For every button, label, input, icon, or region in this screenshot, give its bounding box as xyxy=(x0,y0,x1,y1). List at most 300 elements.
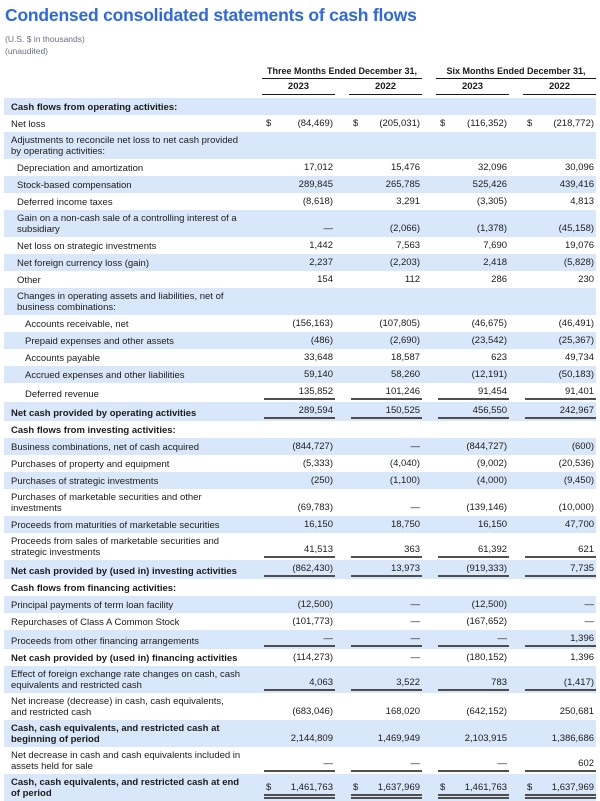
value-cell-three-months-2023 xyxy=(248,237,335,254)
value-cell-three-months-2023 xyxy=(248,560,335,579)
value-cell-six-months-2023 xyxy=(422,666,509,693)
cell-value: — xyxy=(410,501,421,513)
cell-value: (25,367) xyxy=(558,334,595,346)
cell-value: (23,542) xyxy=(471,334,508,346)
table-row xyxy=(4,649,596,666)
value-cell-three-months-2022 xyxy=(335,579,422,596)
cell-value: (12,500) xyxy=(297,598,333,610)
value-cell-six-months-2022 xyxy=(509,774,596,801)
value-cell-six-months-2022 xyxy=(509,533,596,560)
table-row xyxy=(4,421,596,438)
value-cell-three-months-2022 xyxy=(335,747,422,774)
cell-value: (116,352) xyxy=(467,117,508,129)
value-cell-three-months-2023 xyxy=(248,649,335,666)
value-cell-six-months-2023 xyxy=(422,315,509,332)
row-label: Gain on a non-cash sale of a controlling interest of a subsidiary xyxy=(4,210,248,237)
cell-value: (5,828) xyxy=(563,256,595,268)
value-cell-three-months-2022 xyxy=(335,472,422,489)
table-row xyxy=(4,489,596,516)
value-cell-six-months-2023 xyxy=(422,489,509,516)
value-cell-three-months-2022 xyxy=(335,115,422,132)
value-cell-six-months-2022 xyxy=(509,383,596,402)
cell-value: 91,454 xyxy=(477,385,508,397)
value-cell-six-months-2022 xyxy=(509,613,596,630)
row-label: Accounts receivable, net xyxy=(25,318,129,330)
cell-value: 168,020 xyxy=(385,705,421,717)
cell-value: 525,426 xyxy=(472,178,508,190)
value-cell-three-months-2023 xyxy=(248,115,335,132)
cell-value: (180,152) xyxy=(466,651,508,663)
value-cell-three-months-2022 xyxy=(335,649,422,666)
page-title: Condensed consolidated statements of cash flows xyxy=(5,5,417,25)
cell-value: (46,675) xyxy=(471,317,508,329)
cell-value: (167,652) xyxy=(466,615,508,627)
value-cell-six-months-2022 xyxy=(509,193,596,210)
value-cell-three-months-2022 xyxy=(335,533,422,560)
cell-value: (5,333) xyxy=(302,457,333,469)
cell-value: (250) xyxy=(310,474,333,486)
value-cell-six-months-2022 xyxy=(509,176,596,193)
value-cell-three-months-2022 xyxy=(335,271,422,288)
value-cell-three-months-2023 xyxy=(248,402,335,421)
value-cell-three-months-2023 xyxy=(248,332,335,349)
value-cell-three-months-2023 xyxy=(248,596,335,613)
row-label: Prepaid expenses and other assets xyxy=(4,332,248,349)
row-label: Net loss xyxy=(11,118,46,130)
row-label: Repurchases of Class A Common Stock xyxy=(11,616,180,628)
cell-value: (50,183) xyxy=(558,368,595,380)
cell-value: 1,461,763 xyxy=(290,781,333,793)
row-label: Proceeds from sales of marketable securities and strategic investments xyxy=(11,535,220,558)
cell-value: — xyxy=(410,440,421,452)
cell-value: (844,727) xyxy=(466,440,508,452)
cell-value: 19,076 xyxy=(564,239,595,251)
value-cell-six-months-2023 xyxy=(422,193,509,210)
value-cell-three-months-2022 xyxy=(335,774,422,801)
value-cell-three-months-2023 xyxy=(248,271,335,288)
row-label: Net foreign currency loss (gain) xyxy=(4,254,248,271)
cell-value: (10,000) xyxy=(558,501,595,513)
table-row xyxy=(4,747,596,774)
row-label: Net cash provided by operating activities xyxy=(4,402,248,421)
value-cell-six-months-2023 xyxy=(422,630,509,649)
cell-value: 230 xyxy=(578,273,595,285)
currency-symbol: $ xyxy=(440,117,446,129)
cell-value: 4,813 xyxy=(570,195,595,207)
table-row xyxy=(4,402,596,421)
value-cell-three-months-2022 xyxy=(335,315,422,332)
value-cell-six-months-2023 xyxy=(422,516,509,533)
value-cell-six-months-2023 xyxy=(422,210,509,237)
cell-value: — xyxy=(410,615,421,627)
table-row xyxy=(4,774,596,801)
cell-value: (486) xyxy=(310,334,333,346)
row-label: Purchases of property and equipment xyxy=(11,458,170,470)
six-months-label: Six Months Ended December 31, xyxy=(436,66,596,79)
value-cell-six-months-2023 xyxy=(422,720,509,747)
value-cell-three-months-2023 xyxy=(248,210,335,237)
year-header: 2022 xyxy=(509,79,596,98)
table-row xyxy=(4,132,596,159)
value-cell-six-months-2022 xyxy=(509,630,596,649)
cell-value: 13,973 xyxy=(390,562,421,574)
row-label: Cash flows from operating activities: xyxy=(4,98,248,115)
value-cell-three-months-2023 xyxy=(248,693,335,720)
value-cell-three-months-2023 xyxy=(248,315,335,332)
table-row xyxy=(4,596,596,613)
row-label: Net cash provided by (used in) investing activities xyxy=(4,560,248,579)
row-label: Deferred revenue xyxy=(25,388,99,400)
row-label: Accrued expenses and other liabilities xyxy=(4,366,248,383)
cell-value: 7,690 xyxy=(483,239,508,251)
row-label: Stock-based compensation xyxy=(4,176,248,193)
value-cell-six-months-2023 xyxy=(422,383,509,402)
cell-value: (114,273) xyxy=(293,651,333,663)
value-cell-six-months-2022 xyxy=(509,596,596,613)
cell-value: (4,000) xyxy=(476,474,508,486)
six-months-header xyxy=(422,66,596,79)
cell-value: 2,103,915 xyxy=(464,732,508,744)
value-cell-six-months-2022 xyxy=(509,159,596,176)
cell-value: (12,191) xyxy=(471,368,508,380)
table-row xyxy=(4,176,596,193)
value-cell-three-months-2023 xyxy=(248,254,335,271)
row-label: Net cash provided by (used in) financing activities xyxy=(11,652,238,664)
value-cell-six-months-2022 xyxy=(509,366,596,383)
cell-value: (1,100) xyxy=(389,474,421,486)
value-cell-three-months-2022 xyxy=(335,176,422,193)
subtitle-unaudited: (unaudited) xyxy=(5,46,49,56)
cell-value: — xyxy=(410,632,421,644)
cell-value: 1,461,763 xyxy=(464,781,508,793)
cell-value: 456,550 xyxy=(472,404,508,416)
value-cell-six-months-2022 xyxy=(509,579,596,596)
row-label: Other xyxy=(17,274,41,286)
value-cell-six-months-2023 xyxy=(422,560,509,579)
table-row xyxy=(4,666,596,693)
value-cell-six-months-2022 xyxy=(509,455,596,472)
table-row xyxy=(4,438,596,455)
value-cell-three-months-2022 xyxy=(335,193,422,210)
value-cell-six-months-2023 xyxy=(422,596,509,613)
cell-value: 1,396 xyxy=(570,632,595,644)
row-label: Principal payments of term loan facility xyxy=(4,596,248,613)
value-cell-six-months-2023 xyxy=(422,271,509,288)
cell-value: 265,785 xyxy=(385,178,421,190)
table-row xyxy=(4,210,596,237)
cell-value: (3,305) xyxy=(476,195,508,207)
cell-value: (600) xyxy=(571,440,595,452)
value-cell-six-months-2023 xyxy=(422,176,509,193)
row-label: Business combinations, net of cash acquired xyxy=(4,438,248,455)
value-cell-three-months-2022 xyxy=(335,693,422,720)
value-cell-three-months-2022 xyxy=(335,666,422,693)
cell-value: (2,066) xyxy=(389,222,421,234)
row-label: Net loss on strategic investments xyxy=(17,240,157,252)
cell-value: 58,260 xyxy=(390,368,421,380)
value-cell-three-months-2022 xyxy=(335,489,422,516)
value-cell-six-months-2022 xyxy=(509,349,596,366)
value-cell-six-months-2022 xyxy=(509,288,596,315)
table-row xyxy=(4,533,596,560)
statement-body xyxy=(4,98,596,801)
table-row xyxy=(4,613,596,630)
row-label: Effect of foreign exchange rate changes on cash, cash equivalents and restricted cash xyxy=(4,666,248,693)
value-cell-three-months-2023 xyxy=(248,579,335,596)
value-cell-six-months-2023 xyxy=(422,579,509,596)
value-cell-six-months-2022 xyxy=(509,560,596,579)
cell-value: — xyxy=(584,615,595,627)
table-row xyxy=(4,315,596,332)
row-label: Proceeds from other financing arrangements xyxy=(4,630,248,649)
currency-symbol: $ xyxy=(527,781,533,793)
table-row xyxy=(4,630,596,649)
value-cell-six-months-2022 xyxy=(509,315,596,332)
label-column-header xyxy=(4,66,248,98)
value-cell-six-months-2023 xyxy=(422,366,509,383)
table-row xyxy=(4,693,596,720)
value-cell-six-months-2022 xyxy=(509,720,596,747)
cell-value: (683,046) xyxy=(292,705,333,717)
table-row xyxy=(4,349,596,366)
value-cell-three-months-2023 xyxy=(248,489,335,516)
value-cell-six-months-2022 xyxy=(509,402,596,421)
value-cell-six-months-2022 xyxy=(509,115,596,132)
currency-symbol: $ xyxy=(440,781,446,793)
table-row xyxy=(4,115,596,132)
value-cell-three-months-2023 xyxy=(248,774,335,801)
value-cell-six-months-2022 xyxy=(509,438,596,455)
row-label: Accounts payable xyxy=(25,352,100,364)
period-group-row xyxy=(4,66,596,79)
table-row xyxy=(4,472,596,489)
value-cell-six-months-2023 xyxy=(422,254,509,271)
cell-value: — xyxy=(410,598,421,610)
cell-value: 3,291 xyxy=(396,195,421,207)
cell-value: (4,040) xyxy=(389,457,421,469)
value-cell-three-months-2022 xyxy=(335,237,422,254)
cell-value: (862,430) xyxy=(292,562,333,574)
cell-value: 135,852 xyxy=(298,385,333,397)
value-cell-three-months-2023 xyxy=(248,516,335,533)
cell-value: — xyxy=(410,651,421,663)
table-row xyxy=(4,237,596,254)
currency-symbol: $ xyxy=(266,117,272,129)
table-row xyxy=(4,720,596,747)
cell-value: 61,392 xyxy=(477,543,508,555)
cell-value: — xyxy=(497,757,508,769)
cell-value: 2,144,809 xyxy=(290,732,333,744)
value-cell-three-months-2022 xyxy=(335,438,422,455)
value-cell-three-months-2023 xyxy=(248,421,335,438)
value-cell-three-months-2023 xyxy=(248,613,335,630)
cell-value: (2,690) xyxy=(389,334,421,346)
value-cell-six-months-2022 xyxy=(509,421,596,438)
cell-value: 59,140 xyxy=(303,368,333,380)
value-cell-three-months-2023 xyxy=(248,472,335,489)
cell-value: 30,096 xyxy=(564,161,595,173)
value-cell-six-months-2022 xyxy=(509,693,596,720)
value-cell-six-months-2023 xyxy=(422,747,509,774)
value-cell-three-months-2022 xyxy=(335,516,422,533)
row-label: Cash flows from financing activities: xyxy=(11,582,177,594)
value-cell-three-months-2022 xyxy=(335,596,422,613)
table-row xyxy=(4,98,596,115)
cell-value: 41,513 xyxy=(303,543,333,555)
cell-value: 250,681 xyxy=(559,705,595,717)
table-row xyxy=(4,254,596,271)
cell-value: 49,734 xyxy=(564,351,595,363)
row-label: Adjustments to reconcile net loss to net cash provided by operating activities: xyxy=(4,132,248,159)
cell-value: 7,735 xyxy=(570,562,595,574)
value-cell-six-months-2023 xyxy=(422,693,509,720)
cell-value: 242,967 xyxy=(559,404,595,416)
cell-value: 1,469,949 xyxy=(377,732,421,744)
value-cell-six-months-2023 xyxy=(422,159,509,176)
year-header: 2023 xyxy=(248,79,335,98)
cell-value: — xyxy=(323,757,333,769)
cell-value: 16,150 xyxy=(477,518,508,530)
row-label: Net decrease in cash and cash equivalents included in assets held for sale xyxy=(11,749,241,772)
cell-value: 1,442 xyxy=(309,239,333,251)
cell-value: 1,396 xyxy=(570,651,595,663)
cell-value: (156,163) xyxy=(292,317,333,329)
value-cell-six-months-2023 xyxy=(422,288,509,315)
three-months-label: Three Months Ended December 31, xyxy=(262,66,422,79)
value-cell-three-months-2023 xyxy=(248,438,335,455)
value-cell-three-months-2023 xyxy=(248,630,335,649)
cell-value: (2,203) xyxy=(389,256,421,268)
cell-value: 91,401 xyxy=(564,385,595,397)
table-row xyxy=(4,383,596,402)
cell-value: 602 xyxy=(578,757,595,769)
cell-value: 623 xyxy=(491,351,508,363)
cell-value: (218,772) xyxy=(553,117,595,129)
value-cell-three-months-2023 xyxy=(248,288,335,315)
table-row xyxy=(4,193,596,210)
value-cell-three-months-2023 xyxy=(248,533,335,560)
cell-value: (9,450) xyxy=(563,474,595,486)
cell-value: 150,525 xyxy=(385,404,421,416)
cell-value: 101,246 xyxy=(385,385,421,397)
cell-value: 363 xyxy=(404,543,421,555)
value-cell-three-months-2023 xyxy=(248,720,335,747)
cell-value: 112 xyxy=(404,273,421,285)
cell-value: (844,727) xyxy=(292,440,333,452)
cell-value: 32,096 xyxy=(477,161,508,173)
value-cell-three-months-2023 xyxy=(248,193,335,210)
cell-value: 621 xyxy=(578,543,595,555)
cell-value: 1,386,686 xyxy=(551,732,595,744)
cell-value: (20,536) xyxy=(558,457,595,469)
cell-value: 286 xyxy=(491,273,508,285)
value-cell-three-months-2022 xyxy=(335,455,422,472)
value-cell-six-months-2023 xyxy=(422,613,509,630)
cell-value: 33,648 xyxy=(303,351,333,363)
value-cell-six-months-2022 xyxy=(509,237,596,254)
cell-value: (1,378) xyxy=(476,222,508,234)
cell-value: 289,594 xyxy=(298,404,333,416)
cell-value: 7,563 xyxy=(396,239,421,251)
value-cell-three-months-2022 xyxy=(335,402,422,421)
row-label: Net increase (decrease) in cash, cash equivalents, and restricted cash xyxy=(11,695,224,718)
value-cell-six-months-2022 xyxy=(509,489,596,516)
cell-value: 4,063 xyxy=(309,676,333,688)
value-cell-six-months-2022 xyxy=(509,649,596,666)
cell-value: 17,012 xyxy=(303,161,333,173)
value-cell-six-months-2022 xyxy=(509,666,596,693)
cell-value: 3,522 xyxy=(396,676,421,688)
value-cell-six-months-2022 xyxy=(509,271,596,288)
cell-value: (139,146) xyxy=(466,501,508,513)
cell-value: 47,700 xyxy=(564,518,595,530)
subtitle-units: (U.S. $ in thousands) xyxy=(5,34,85,44)
value-cell-six-months-2023 xyxy=(422,533,509,560)
cell-value: (46,491) xyxy=(558,317,595,329)
value-cell-six-months-2023 xyxy=(422,132,509,159)
value-cell-six-months-2022 xyxy=(509,98,596,115)
value-cell-six-months-2022 xyxy=(509,210,596,237)
value-cell-three-months-2022 xyxy=(335,159,422,176)
cell-value: (642,152) xyxy=(466,705,508,717)
cell-value: 15,476 xyxy=(390,161,421,173)
value-cell-six-months-2022 xyxy=(509,332,596,349)
cell-value: (12,500) xyxy=(471,598,508,610)
value-cell-three-months-2023 xyxy=(248,383,335,402)
cell-value: (101,773) xyxy=(292,615,333,627)
table-row xyxy=(4,271,596,288)
value-cell-three-months-2022 xyxy=(335,366,422,383)
value-cell-six-months-2023 xyxy=(422,438,509,455)
cell-value: 2,418 xyxy=(483,256,508,268)
table-row xyxy=(4,159,596,176)
row-label: Deferred income taxes xyxy=(17,196,113,208)
value-cell-three-months-2023 xyxy=(248,176,335,193)
value-cell-six-months-2023 xyxy=(422,774,509,801)
value-cell-six-months-2023 xyxy=(422,455,509,472)
value-cell-six-months-2023 xyxy=(422,115,509,132)
value-cell-three-months-2022 xyxy=(335,613,422,630)
value-cell-three-months-2023 xyxy=(248,98,335,115)
year-header: 2022 xyxy=(335,79,422,98)
cell-value: (45,158) xyxy=(558,222,595,234)
cell-value: — xyxy=(323,632,333,644)
value-cell-three-months-2023 xyxy=(248,455,335,472)
three-months-header xyxy=(248,66,422,79)
row-label: Purchases of marketable securities and other investments xyxy=(11,491,202,514)
row-label: Cash flows from investing activities: xyxy=(11,424,176,436)
row-label: Purchases of strategic investments xyxy=(4,472,248,489)
table-row xyxy=(4,579,596,596)
value-cell-six-months-2023 xyxy=(422,349,509,366)
row-label: Proceeds from maturities of marketable securities xyxy=(4,516,248,533)
table-row xyxy=(4,560,596,579)
value-cell-six-months-2022 xyxy=(509,132,596,159)
cell-value: 289,845 xyxy=(298,178,333,190)
table-row xyxy=(4,288,596,315)
cell-value: (205,031) xyxy=(379,117,421,129)
row-label: Cash, cash equivalents, and restricted cash at beginning of period xyxy=(4,720,248,747)
cell-value: (69,783) xyxy=(297,501,333,513)
value-cell-three-months-2023 xyxy=(248,366,335,383)
cell-value: — xyxy=(323,222,333,234)
cell-value: (9,002) xyxy=(476,457,508,469)
cell-value: 18,587 xyxy=(390,351,421,363)
value-cell-three-months-2022 xyxy=(335,630,422,649)
cell-value: 2,237 xyxy=(309,256,333,268)
value-cell-three-months-2022 xyxy=(335,383,422,402)
value-cell-six-months-2023 xyxy=(422,98,509,115)
